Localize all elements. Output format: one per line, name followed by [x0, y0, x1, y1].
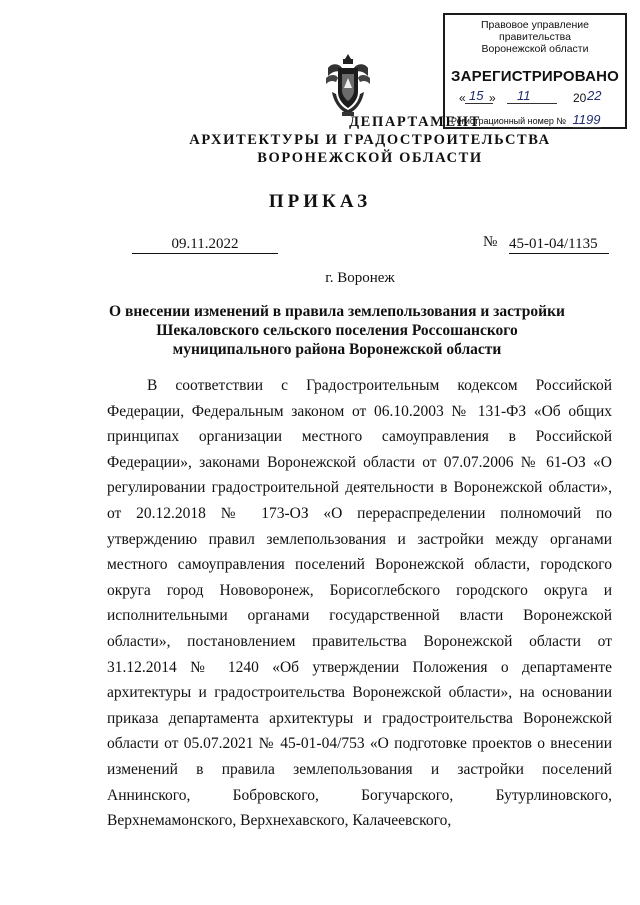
stamp-month: 11 — [517, 88, 531, 103]
stamp-day: 15 — [469, 88, 484, 103]
dept-line-2: АРХИТЕКТУРЫ И ГРАДОСТРОИТЕЛЬСТВА — [189, 132, 551, 148]
document-date: 09.11.2022 — [132, 236, 278, 254]
coat-of-arms-emblem — [324, 52, 372, 118]
document-body: В соответствии с Градостроительным кодексом Российской Федерации, Федеральным законом от 06.10.2003 № 131-ФЗ «Об общих принципах организации местного самоуправления в Российской Федерации», законами Воронежской области от 07.07.2006 № 61-ОЗ «О регулировании градостроительной деятельности в Воронежской области», от 20.12.2018 № 173-ОЗ «О перераспределении полномочий по утверждению правил землепользования и застройки между органами местного самоуправления поселений Воронежской области, городского округа город Нововоронеж, Борисоглебского городского округа и исполнительными органами государственной власти Воронежской области», постановлением правительства Воронежской области от 31.12.2014 № 1240 «Об утверждении Положения о департаменте архитектуры и градостроительства Воронежской области», на основании приказа департамента архитектуры и градостроительства Воронежской области от 05.07.2021 № 45-01-04/753 «О подготовке проектов о внесении изменений в правила землепользования и застройки поселений Аннинского, Бобровского, Богучарского, Бутурлиновского, Верхнемамонского, Верхнехавского, Калачеевского, — [107, 377, 612, 830]
dept-line-3: ВОРОНЕЖСКОЙ ОБЛАСТИ — [257, 150, 483, 166]
subject-line-1: О внесении изменений в правила землепользования и застройки — [109, 303, 565, 320]
document-city: г. Воронеж — [325, 270, 395, 286]
subject-line-3: муниципального района Воронежской области — [172, 341, 502, 358]
stamp-reg-label: Регистрационный номер № — [451, 116, 567, 126]
department-header — [100, 113, 640, 167]
stamp-date: « 15 » 11 20 22 — [459, 88, 602, 105]
stamp-status: ЗАРЕГИСТРИРОВАНО — [450, 68, 620, 85]
subject-line-2: Шекаловского сельского поселения Россошанского — [156, 322, 518, 339]
stamp-org-line2: Воронежской области — [481, 43, 589, 55]
stamp-organization — [445, 19, 625, 55]
document-title: ПРИКАЗ — [268, 191, 372, 212]
dept-line-1: ДЕПАРТАМЕНТ — [349, 114, 481, 130]
stamp-year-suffix: 22 — [587, 88, 602, 103]
document-number: 45-01-04/1135 — [509, 236, 609, 254]
document-subject — [40, 302, 634, 359]
number-label: № — [483, 234, 498, 250]
stamp-org-line1: Правовое управление правительства — [480, 19, 589, 43]
stamp-year-prefix: 20 — [573, 91, 587, 105]
stamp-reg-number: 1199 — [572, 112, 601, 127]
registration-stamp — [443, 13, 627, 129]
